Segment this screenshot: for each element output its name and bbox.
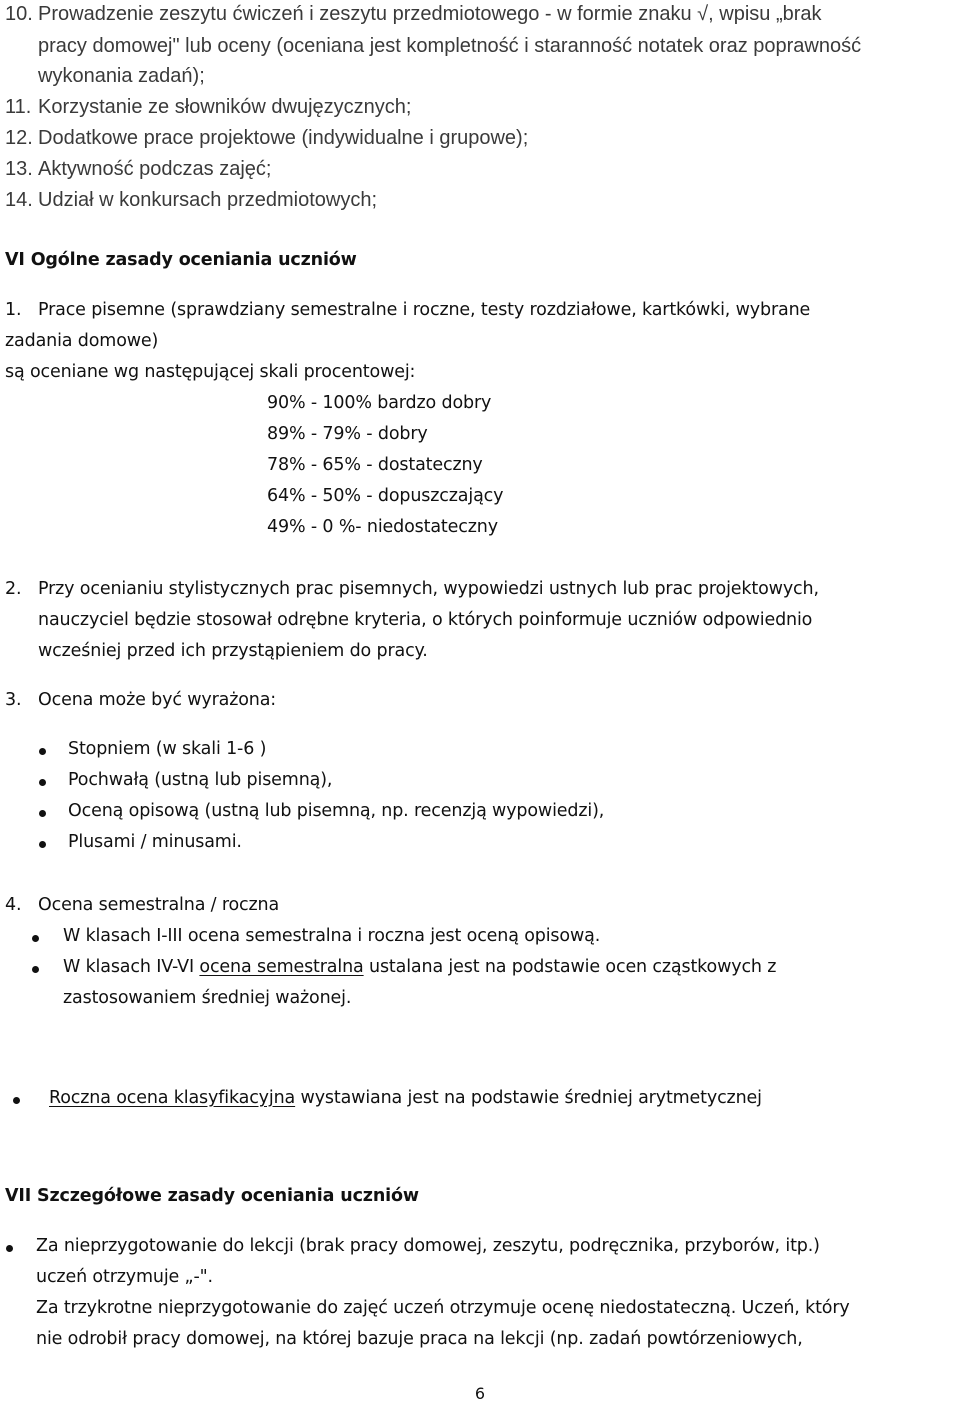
scale-row: 49% - 0 %- niedostateczny [267,517,498,537]
scale-row: 64% - 50% - dopuszczający [267,486,504,506]
list-number: 12. [5,127,33,149]
item-number: 4. [5,895,22,915]
list-number: 13. [5,158,33,180]
list-item-text: Udział w konkursach przedmiotowych; [38,189,378,211]
paragraph-line: nauczyciel będzie stosował odrębne kryteria, o których poinformuje uczniów odpowiednio [38,610,813,630]
paragraph-line: zadania domowe) [5,331,159,351]
section-heading: VII Szczegółowe zasady oceniania uczniów [5,1186,419,1206]
item-number: 1. [5,300,22,320]
paragraph-line: uczeń otrzymuje „-". [36,1267,213,1287]
list-item-text: Korzystanie ze słowników dwujęzycznych; [38,96,412,118]
text-run: W klasach IV-VI [63,957,200,977]
bullet-dot [32,966,39,973]
item-number: 3. [5,690,22,710]
text-run: ustalana jest na podstawie ocen cząstkowych z [363,957,777,977]
list-item-text: Dodatkowe prace projektowe (indywidualne i grupowe); [38,127,529,149]
list-number: 10. [5,3,33,25]
bullet-text [63,959,776,977]
bullet-dot [39,779,46,786]
bullet-dot [39,810,46,817]
paragraph-line: Za nieprzygotowanie do lekcji (brak pracy domowej, zeszytu, podręcznika, przyborów, itp.) [36,1236,820,1256]
bullet-dot [32,935,39,942]
paragraph-line: nie odrobił pracy domowej, na której bazuje praca na lekcji (np. zadań powtórzeniowych, [36,1329,803,1349]
paragraph-line: Za trzykrotne nieprzygotowanie do zajęć uczeń otrzymuje ocenę niedostateczną. Uczeń, który [36,1298,850,1318]
text-run: wystawiana jest na podstawie średniej arytmetycznej [295,1088,762,1108]
bullet-text: Oceną opisową (ustną lub pisemną, np. recenzją wypowiedzi), [68,801,605,821]
paragraph-line: są oceniane wg następującej skali procentowej: [5,362,416,382]
underlined-text: Roczna ocena klasyfikacyjna [49,1088,296,1108]
scale-row: 90% - 100% bardzo dobry [267,393,492,413]
bullet-dot [39,841,46,848]
underlined-text: ocena semestralna [199,957,364,977]
list-item-text: Prowadzenie zeszytu ćwiczeń i zeszytu przedmiotowego - w formie znaku √, wpisu „brak [38,3,822,25]
bullet-text: Stopniem (w skali 1-6 ) [68,739,267,759]
bullet-dot [39,748,46,755]
page-number: 6 [474,1384,486,1403]
paragraph-line: Ocena semestralna / roczna [38,895,280,915]
list-item-text: Aktywność podczas zajęć; [38,158,272,180]
list-item-text: wykonania zadań); [38,65,205,87]
scale-row: 78% - 65% - dostateczny [267,455,483,475]
paragraph-line: Ocena może być wyrażona: [38,690,277,710]
paragraph-line: Prace pisemne (sprawdziany semestralne i roczne, testy rozdziałowe, kartkówki, wybrane [38,300,811,320]
paragraph-line: Przy ocenianiu stylistycznych prac pisemnych, wypowiedzi ustnych lub prac projektowych, [38,579,819,599]
bullet-text: Pochwałą (ustną lub pisemną), [68,770,333,790]
list-number: 14. [5,189,33,211]
section-heading: VI Ogólne zasady oceniania uczniów [5,250,357,270]
paragraph-line: wcześniej przed ich przystąpieniem do pracy. [38,641,428,661]
bullet-text: Plusami / minusami. [68,832,242,852]
item-number: 2. [5,579,22,599]
bullet-text: W klasach I-III ocena semestralna i roczna jest oceną opisową. [63,926,601,946]
list-item-text: pracy domowej" lub oceny (oceniana jest kompletność i staranność notatek oraz poprawność [38,35,862,57]
bullet-dot [13,1097,20,1104]
bullet-dot [6,1245,13,1252]
scale-row: 89% - 79% - dobry [267,424,428,444]
bullet-text: zastosowaniem średniej ważonej. [63,988,352,1008]
bullet-text [49,1090,762,1108]
list-number: 11. [5,96,32,118]
